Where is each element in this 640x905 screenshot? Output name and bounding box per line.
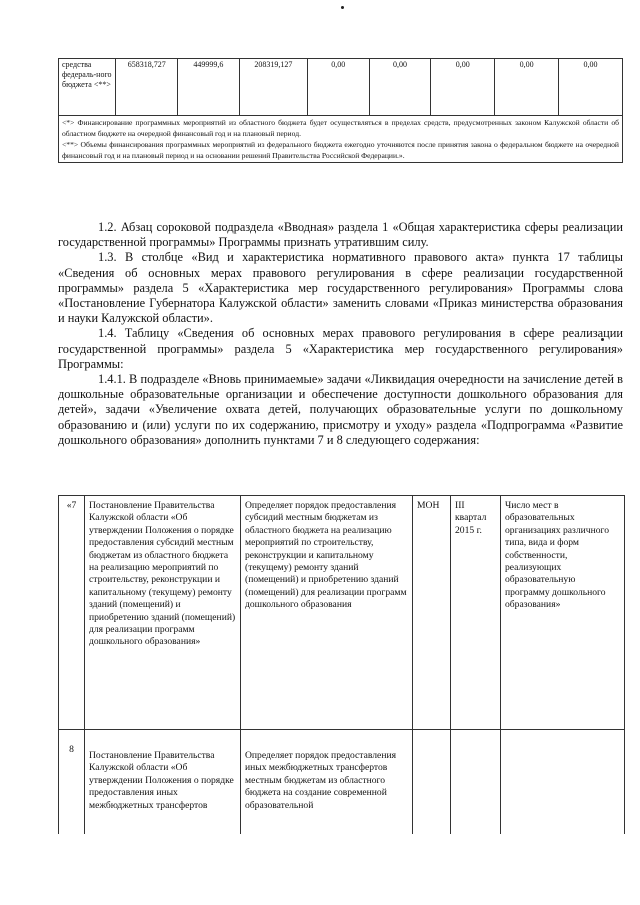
value-cell: 658318,727: [116, 59, 178, 116]
value-cell: 0,00: [495, 59, 559, 116]
content-cell: Определяет порядок предоставления иных межбюджетных трансфертов местным бюджетам из областного бюджета на создание современной образовательной: [241, 730, 413, 835]
value-cell: 449999,6: [178, 59, 240, 116]
value-cell: 0,00: [431, 59, 495, 116]
value-cell: 0,00: [307, 59, 369, 116]
table-row: [59, 730, 625, 835]
paragraph: 1.2. Абзац сороковой подраздела «Вводная» раздела 1 «Общая характеристика сферы реализации государственной программы» Программы признать утратившим силу.: [58, 220, 623, 250]
footnotes: [59, 116, 623, 163]
funding-table: [58, 58, 623, 163]
footnote: <*> Финансирование программных мероприятий из областного бюджета будет осуществляться в пределах средств, предусмотренных законом Калужской области об областном бюджете на очередной финансовый год и на плановый период.: [62, 118, 619, 138]
row-number: 8: [59, 730, 85, 835]
content-cell: Определяет порядок предоставления субсидий местным бюджетам из областного бюджета на реализацию мероприятий по строительству, реконструкции и капитальному (текущему) ремонту зданий (помещений) и приобретению зданий (помещений) для реализации программ дошкольного образования: [241, 496, 413, 730]
value-cell: 0,00: [369, 59, 431, 116]
table-row: [59, 59, 623, 116]
result-cell: [501, 730, 625, 835]
term-cell: [451, 730, 501, 835]
footnote: <**> Объемы финансирования программных мероприятий из федерального бюджета ежегодно уточняются после принятия закона о федеральном бюджете на очередной финансовый год и на плановый период и на основании решений Правительства Российской Федерации.».: [62, 140, 619, 160]
paragraph: 1.4. Таблицу «Сведения об основных мерах правового регулирования в сфере реализации государственной программы» раздела 5 «Характеристика мер государственного регулирования» Программы:: [58, 326, 623, 371]
executor-cell: МОН: [413, 496, 451, 730]
table-row: [59, 496, 625, 730]
document-body: [58, 220, 623, 448]
paragraph: 1.3. В столбце «Вид и характеристика нормативного правового акта» пункта 17 таблицы «Сведения об основных мерах правового регулирования в сфере реализации государственной программы» раздела 5 «Характеристика мер государственного регулирования» Программы слова «Постановление Губернатора Калужской области» заменить словами «Приказ министерства образования и науки Калужской области».: [58, 250, 623, 326]
row-label: средства федераль-ного бюджета <**>: [59, 59, 116, 116]
table-row: [59, 116, 623, 163]
act-cell: Постановление Правительства Калужской области «Об утверждении Положения о порядке предоставления иных межбюджетных трансфертов: [85, 730, 241, 835]
act-cell: Постановление Правительства Калужской области «Об утверждении Положения о порядке предоставления субсидий местным бюджетам из областного бюджета на реализацию мероприятий по строительству, реконструкции и капитальному (текущему) ремонту зданий (помещений) и приобретению зданий (помещений) для реализации программ дошкольного образования»: [85, 496, 241, 730]
executor-cell: [413, 730, 451, 835]
value-cell: 208319,127: [239, 59, 307, 116]
paragraph: 1.4.1. В подразделе «Вновь принимаемые» задачи «Ликвидация очередности на зачисление детей в дошкольные образовательные организации и обеспечение доступности дошкольного образования для детей», задачи «Увеличение охвата детей, получающих образовательные услуги по дошкольному образованию и (или) услуги по их содержанию, присмотру и уходу» раздела «Подпрограмма «Развитие дошкольного образования» дополнить пунктами 7 и 8 следующего содержания:: [58, 372, 623, 447]
result-cell: Число мест в образовательных организациях различного типа, вида и форм собственности, реализующих образовательную программу дошкольного образования»: [501, 496, 625, 730]
row-number: «7: [59, 496, 85, 730]
measures-table: [58, 495, 625, 834]
term-cell: III квартал 2015 г.: [451, 496, 501, 730]
scan-dot: [341, 6, 344, 9]
value-cell: 0,00: [559, 59, 623, 116]
